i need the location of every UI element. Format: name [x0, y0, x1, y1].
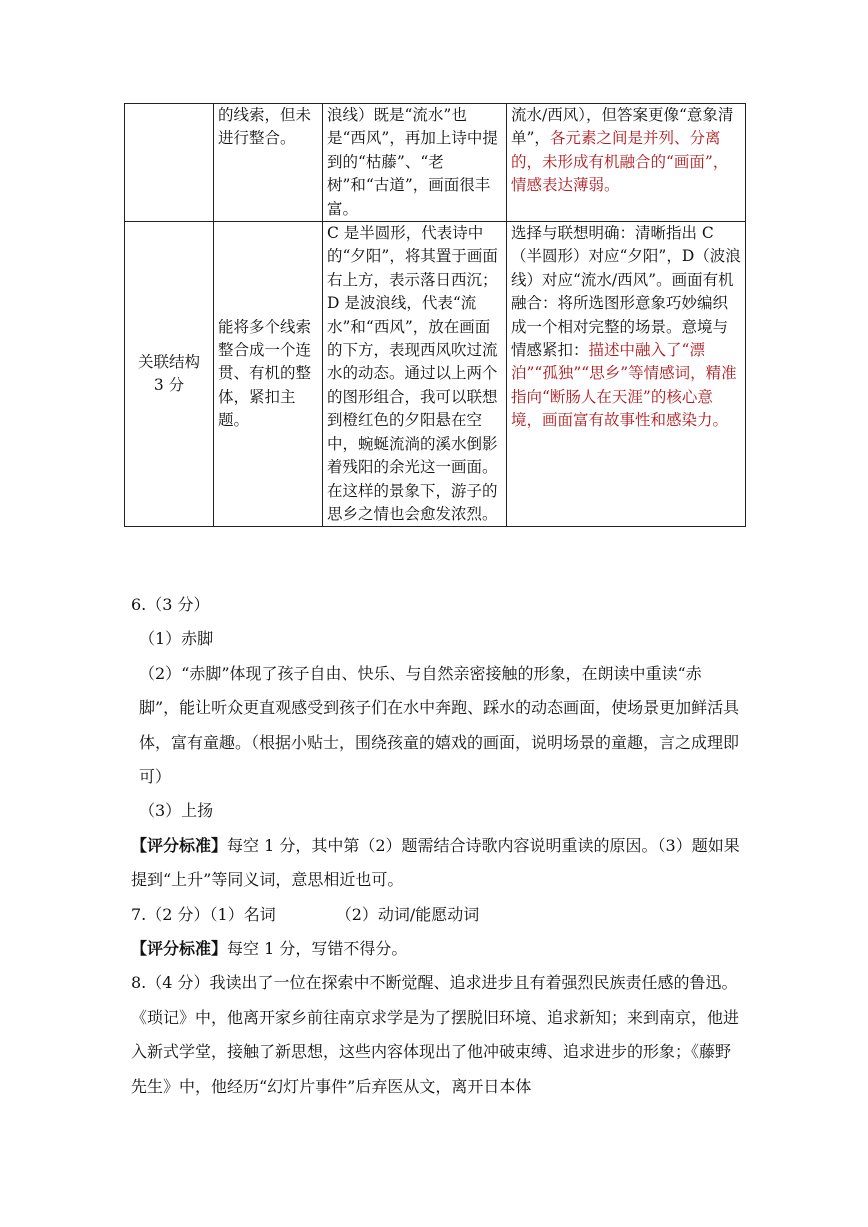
question-7-answer-2: （2）动词/能愿动词 [335, 904, 480, 924]
level-cell [125, 104, 214, 222]
level-score: 3 分 [153, 376, 185, 395]
criteria-cell: 的线索，但未进行整合。 [214, 104, 323, 222]
table-row [125, 104, 746, 222]
question-8-answer: 8.（4 分）我读出了一位在探索中不断觉醒、追求进步且有着强烈民族责任感的鲁迅。《琐记》中，他离开家乡前往南京求学是为了摆脱旧环境、追求新知；来到南京，他进入新式学堂，接触了新思想，这些内容体现出了他冲破束缚、追求进步的形象；《藤野先生》中，他经历“幻灯片事件”后弃医从文，离开日本体 [131, 973, 740, 1096]
comment-emphasis: 描述中融入了“漂泊”“孤独”“思乡”等情感词，精准指向“断肠人在天涯”的核心意境，画面富有故事性和感染力。 [511, 341, 737, 430]
rubric-table [124, 103, 746, 527]
answer-section [131, 588, 741, 1104]
comment-text: 流水/西风），但答案更像“意象清单”， [511, 106, 734, 148]
standard-label: 【评分标准】 [131, 939, 228, 959]
question-7-heading: 7.（2 分） [131, 904, 210, 924]
question-7-answer-1: （1）名词 [209, 904, 276, 924]
question-7-standard [131, 932, 741, 966]
table-row [125, 222, 746, 527]
question-6-standard [131, 829, 741, 898]
standard-text: 每空 1 分，其中第（2）题需结合诗歌内容说明重读的原因。（3）题如果提到“上升”等同义词，意思相近也可。 [131, 835, 740, 890]
comment-cell [507, 104, 746, 222]
comment-text: 选择与联想明确：清晰指出 C（半圆形）对应“夕阳”，D（波浪线）对应“流水/西风”。画面有机融合：将所选图形意象巧妙编织成一个相对完整的场景。意境与情感紧扣： [511, 224, 741, 360]
level-cell [125, 222, 214, 527]
example-cell: C 是半圆形，代表诗中的“夕阳”，将其置于画面右上方，表示落日西沉；D 是波浪线，代表“流水”和“西风”，放在画面的下方，表现西风吹过流水的动态。通过以上两个的图形组合，我可以联想到橙红色的夕阳悬在空中，蜿蜒流淌的溪水倒影着残阳的余光这一画面。在这样的景象下，游子的思乡之情也会愈发浓烈。 [323, 222, 507, 527]
standard-label: 【评分标准】 [131, 835, 228, 855]
question-6-answer-3: （3）上扬 [139, 801, 214, 821]
question-6-answer-1: （1）赤脚 [139, 629, 214, 649]
level-name: 关联结构 [137, 352, 200, 371]
question-6-answer-2: （2）“赤脚”体现了孩子自由、快乐、与自然亲密接触的形象，在朗读中重读“赤脚”，能让听众更直观感受到孩子们在水中奔跑、踩水的动态画面，使场景更加鲜活具体，富有童趣。（根据小贴士，围绕孩童的嬉戏的画面，说明场景的童趣，言之成理即可） [139, 663, 740, 787]
criteria-cell: 能将多个线索整合成一个连贯、有机的整体，紧扣主题。 [214, 222, 323, 527]
question-7-line [131, 898, 741, 932]
comment-cell [507, 222, 746, 527]
comment-emphasis: 各元素之间是并列、分离的，未形成有机融合的“画面”，情感表达薄弱。 [511, 129, 729, 195]
example-cell: 浪线）既是“流水”也是“西风”，再加上诗中提到的“枯藤”、“老树”和“古道”，画面很丰富。 [323, 104, 507, 222]
standard-text: 每空 1 分，写错不得分。 [227, 939, 408, 959]
question-6-heading: 6.（3 分） [131, 595, 210, 614]
